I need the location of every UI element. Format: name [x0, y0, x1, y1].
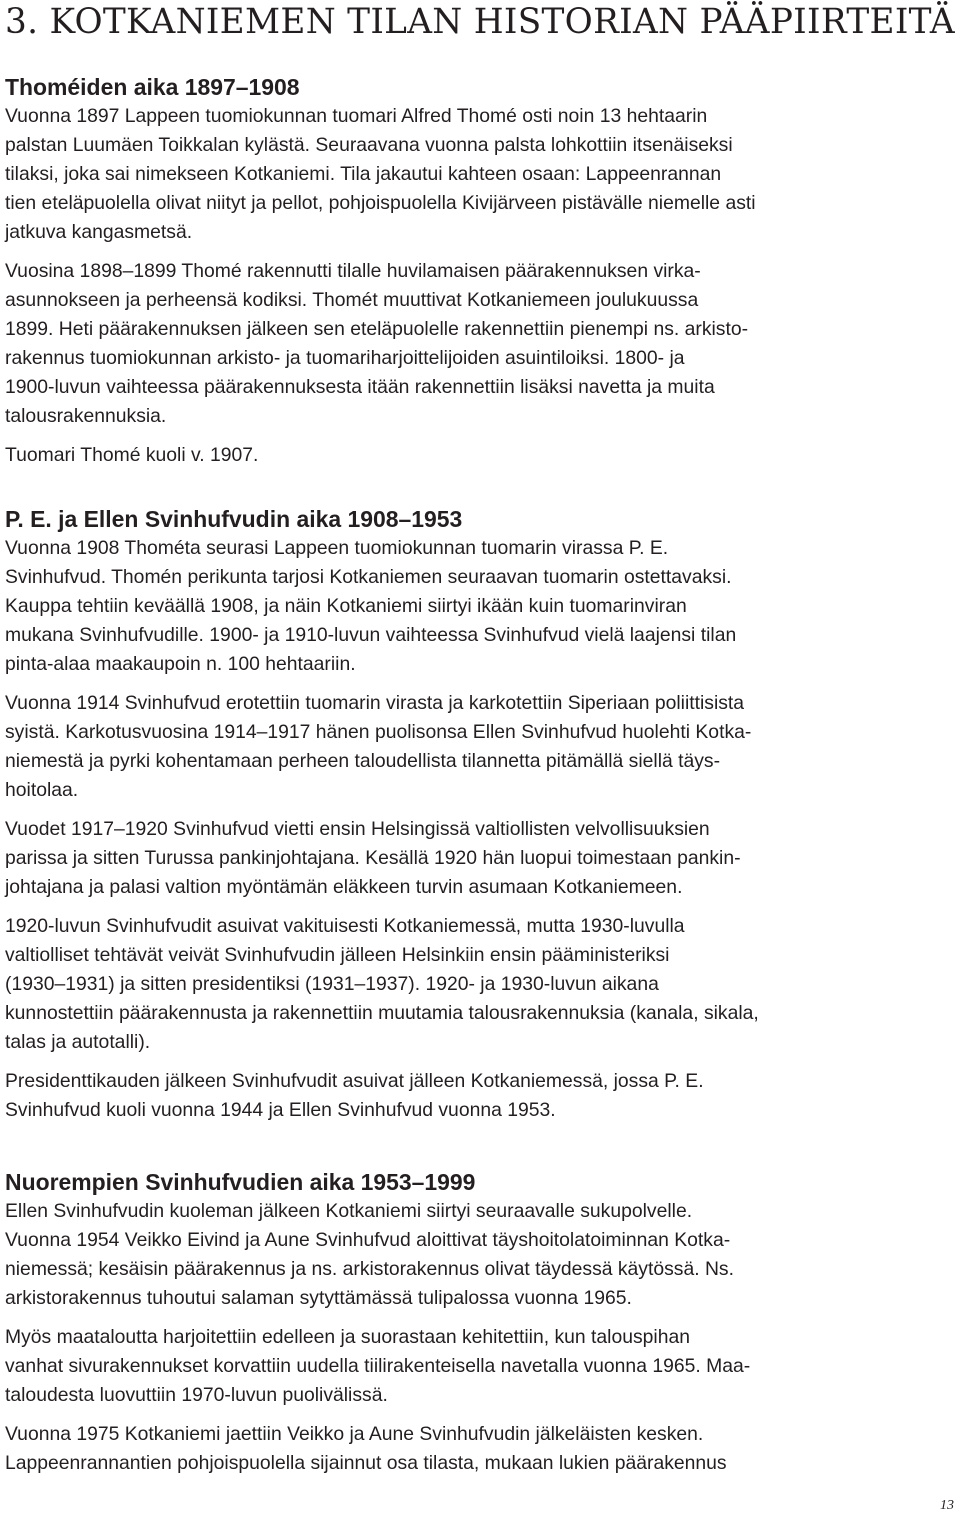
paragraph: [5, 1067, 957, 1125]
text-line: (1930–1931) ja sitten presidentiksi (1931–1937). 1920- ja 1930-luvun aikana: [5, 973, 659, 995]
text-line: Svinhufvud. Thomén perikunta tarjosi Kotkaniemen seuraavan tuomarin ostettavaksi.: [5, 566, 732, 588]
sections-container: [5, 72, 957, 1478]
text-line: talousrakennuksia.: [5, 405, 167, 427]
text-line: Ellen Svinhufvudin kuoleman jälkeen Kotkaniemi siirtyi seuraavalle sukupolvelle.: [5, 1200, 693, 1222]
text-line: talas ja autotalli).: [5, 1031, 151, 1053]
section-2: [5, 504, 957, 1125]
section-title: P. E. ja Ellen Svinhufvudin aika 1908–1953: [5, 506, 463, 532]
text-line: parissa ja sitten Turussa pankinjohtajana. Kesällä 1920 hän luopui toimestaan pankin-: [5, 847, 741, 869]
text-line: jatkuva kangasmetsä.: [5, 221, 193, 243]
section-title: Thoméiden aika 1897–1908: [5, 74, 300, 100]
text-line: Myös maataloutta harjoitettiin edelleen ja suorastaan kehitettiin, kun talouspihan: [5, 1326, 690, 1348]
document-page: [5, 0, 957, 1478]
paragraph: [5, 257, 957, 431]
text-line: taloudesta luovuttiin 1970-luvun puolivälissä.: [5, 1384, 388, 1406]
paragraph: [5, 441, 957, 470]
text-line: tilaksi, joka sai nimekseen Kotkaniemi. Tila jakautui kahteen osaan: Lappeenrannan: [5, 163, 722, 185]
text-line: asunnokseen ja perheensä kodiksi. Thomét muuttivat Kotkaniemeen joulukuussa: [5, 289, 699, 311]
text-line: arkistorakennus tuhoutui salaman sytyttämässä tulipalossa vuonna 1965.: [5, 1287, 632, 1309]
text-line: valtiolliset tehtävät veivät Svinhufvudin jälleen Helsinkiin ensin pääministeriksi: [5, 944, 670, 966]
text-line: niemessä; kesäisin päärakennus ja ns. arkistorakennus olivat täydessä käytössä. Ns.: [5, 1258, 734, 1280]
section-3: [5, 1167, 957, 1478]
text-line: kunnostettiin päärakennusta ja rakennettiin muutamia talousrakennuksia (kanala, sikala,: [5, 1002, 759, 1024]
paragraph: [5, 1197, 957, 1313]
text-line: 1899. Heti päärakennuksen jälkeen sen eteläpuolelle rakennettiin pienempi ns. arkisto-: [5, 318, 749, 340]
text-line: tien eteläpuolella olivat niityt ja pellot, pohjoispuolella Kivijärveen pistävälle niemelle asti: [5, 192, 756, 214]
text-line: Vuonna 1954 Veikko Eivind ja Aune Svinhufvud aloittivat täyshoitolatoiminnan Kotka-: [5, 1229, 731, 1251]
text-line: Tuomari Thomé kuoli v. 1907.: [5, 444, 259, 466]
paragraph: [5, 912, 957, 1057]
text-line: palstan Luumäen Toikkalan kylästä. Seuraavana vuonna palsta lohkottiin itsenäiseksi: [5, 134, 733, 156]
text-line: 1900-luvun vaihteessa päärakennuksesta itään rakennettiin lisäksi navetta ja muita: [5, 376, 715, 398]
chapter-title: 3. KOTKANIEMEN TILAN HISTORIAN PÄÄPIIRTEITÄ: [5, 2, 955, 42]
text-line: rakennus tuomiokunnan arkisto- ja tuomariharjoittelijoiden asuintiloiksi. 1800- ja: [5, 347, 685, 369]
paragraph: [5, 815, 957, 902]
paragraph: [5, 1323, 957, 1410]
text-line: hoitolaa.: [5, 779, 79, 801]
text-line: Vuodet 1917–1920 Svinhufvud vietti ensin Helsingissä valtiollisten velvollisuuksien: [5, 818, 710, 840]
page-number: 13: [940, 1498, 954, 1513]
text-line: niemestä ja pyrki kohentamaan perheen taloudellista tilannetta pitämällä siellä täys-: [5, 750, 721, 772]
section-1: [5, 72, 957, 470]
paragraph: [5, 1420, 957, 1478]
text-line: Vuonna 1975 Kotkaniemi jaettiin Veikko ja Aune Svinhufvudin jälkeläisten kesken.: [5, 1423, 704, 1445]
text-line: Presidenttikauden jälkeen Svinhufvudit asuivat jälleen Kotkaniemessä, jossa P. E.: [5, 1070, 704, 1092]
text-line: Vuonna 1897 Lappeen tuomiokunnan tuomari Alfred Thomé osti noin 13 hehtaarin: [5, 105, 708, 127]
text-line: pinta-alaa maakaupoin n. 100 hehtaariin.: [5, 653, 356, 675]
paragraph: [5, 534, 957, 679]
text-line: mukana Svinhufvudille. 1900- ja 1910-luvun vaihteessa Svinhufvud vielä laajensi tilan: [5, 624, 737, 646]
text-line: Vuosina 1898–1899 Thomé rakennutti tilalle huvilamaisen päärakennuksen virka-: [5, 260, 701, 282]
section-title: Nuorempien Svinhufvudien aika 1953–1999: [5, 1169, 476, 1195]
paragraph: [5, 689, 957, 805]
text-line: syistä. Karkotusvuosina 1914–1917 hänen puolisonsa Ellen Svinhufvud huolehti Kotka-: [5, 721, 752, 743]
text-line: 1920-luvun Svinhufvudit asuivat vakituisesti Kotkaniemessä, mutta 1930-luvulla: [5, 915, 685, 937]
text-line: vanhat sivurakennukset korvattiin uudella tiilirakenteisella navetalla vuonna 1965. Maa-: [5, 1355, 751, 1377]
text-line: Vuonna 1914 Svinhufvud erotettiin tuomarin virasta ja karkotettiin Siperiaan poliittisista: [5, 692, 745, 714]
text-line: Kauppa tehtiin keväällä 1908, ja näin Kotkaniemi siirtyi ikään kuin tuomarinviran: [5, 595, 687, 617]
text-line: Lappeenrannantien pohjoispuolella sijainnut osa tilasta, mukaan lukien päärakennus: [5, 1452, 727, 1474]
text-line: Vuonna 1908 Thométa seurasi Lappeen tuomiokunnan tuomarin virassa P. E.: [5, 537, 669, 559]
text-line: Svinhufvud kuoli vuonna 1944 ja Ellen Svinhufvud vuonna 1953.: [5, 1099, 556, 1121]
paragraph: [5, 102, 957, 247]
text-line: johtajana ja palasi valtion myöntämän eläkkeen turvin asumaan Kotkaniemeen.: [5, 876, 683, 898]
